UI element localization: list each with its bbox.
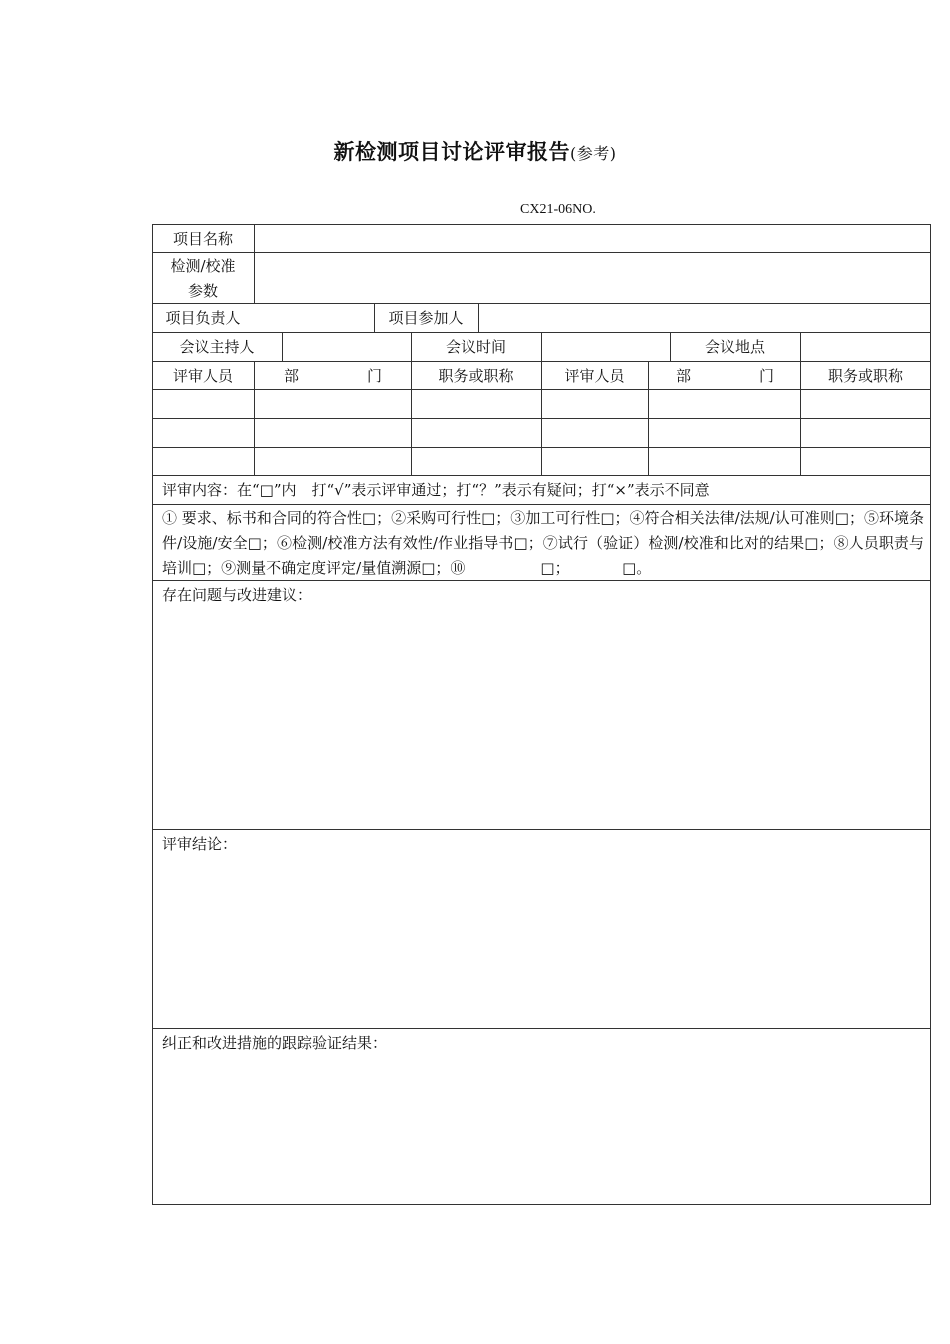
- section-issues-label: 存在问题与改进建议：: [162, 586, 313, 604]
- header-reviewer-1: 评审人员: [172, 367, 233, 385]
- document-number: CX21-06NO.: [520, 202, 596, 217]
- label-meeting-time: 会议时间: [445, 338, 506, 356]
- label-meeting-place: 会议地点: [704, 338, 765, 356]
- grid-line: [152, 829, 931, 830]
- grid-line: [152, 504, 931, 505]
- title-main: 新检测项目讨论评审报告: [333, 139, 570, 164]
- meeting-place-field[interactable]: [802, 334, 929, 360]
- label-params-line1: 检测/校准: [170, 257, 236, 275]
- section-tracking-label: 纠正和改进措施的跟踪验证结果：: [162, 1034, 388, 1052]
- title-suffix: (参考): [570, 144, 617, 163]
- project-name-field[interactable]: [256, 226, 929, 251]
- grid-line: [254, 224, 255, 304]
- grid-line: [478, 303, 479, 332]
- grid-line: [541, 332, 542, 361]
- participants-field[interactable]: [480, 305, 929, 331]
- label-host: 会议主持人: [179, 338, 255, 356]
- grid-line: [152, 303, 931, 304]
- header-reviewer-2: 评审人员: [564, 367, 625, 385]
- issues-field[interactable]: [153, 605, 930, 827]
- grid-line: [152, 252, 931, 253]
- header-department-2b: 门: [759, 367, 775, 385]
- header-position-1: 职务或职称: [438, 367, 514, 385]
- header-department-1a: 部: [284, 367, 300, 385]
- conclusion-field[interactable]: [153, 855, 930, 1026]
- label-leader: 项目负责人: [165, 309, 241, 327]
- label-params-line2: 参数: [187, 282, 218, 300]
- grid-line: [800, 332, 801, 361]
- leader-field[interactable]: [256, 305, 373, 331]
- label-participants: 项目参加人: [388, 309, 464, 327]
- reviewer-row[interactable]: [153, 390, 930, 417]
- meeting-time-field[interactable]: [543, 334, 669, 360]
- header-department-1b: 门: [367, 367, 383, 385]
- section-conclusion-label: 评审结论：: [162, 835, 238, 853]
- review-items-checklist[interactable]: ① 要求、标书和合同的符合性□；②采购可行性□；③加工可行性□；④符合相关法律/法规/认可准则□；⑤环境条件/设施/安全□；⑥检测/校准方法有效性/作业指导书□；⑦试行（验证）检测/校准和比对的结果□；⑧人员职责与培训□；⑨测量不确定度评定/量值溯源□；⑩ □； □。: [162, 509, 924, 577]
- report-title: [0, 136, 950, 166]
- reviewer-row[interactable]: [153, 419, 930, 446]
- header-position-2: 职务或职称: [827, 367, 903, 385]
- header-department-2a: 部: [676, 367, 692, 385]
- grid-line: [282, 332, 283, 361]
- review-legend: 评审内容：在“□”内 打“√”表示评审通过；打“？”表示有疑问；打“×”表示不同意: [162, 481, 710, 499]
- reviewer-row[interactable]: [153, 448, 930, 474]
- params-field[interactable]: [256, 254, 929, 302]
- label-project-name: 项目名称: [172, 230, 233, 248]
- host-field[interactable]: [284, 334, 410, 360]
- tracking-field[interactable]: [153, 1054, 930, 1203]
- grid-line: [152, 1028, 931, 1029]
